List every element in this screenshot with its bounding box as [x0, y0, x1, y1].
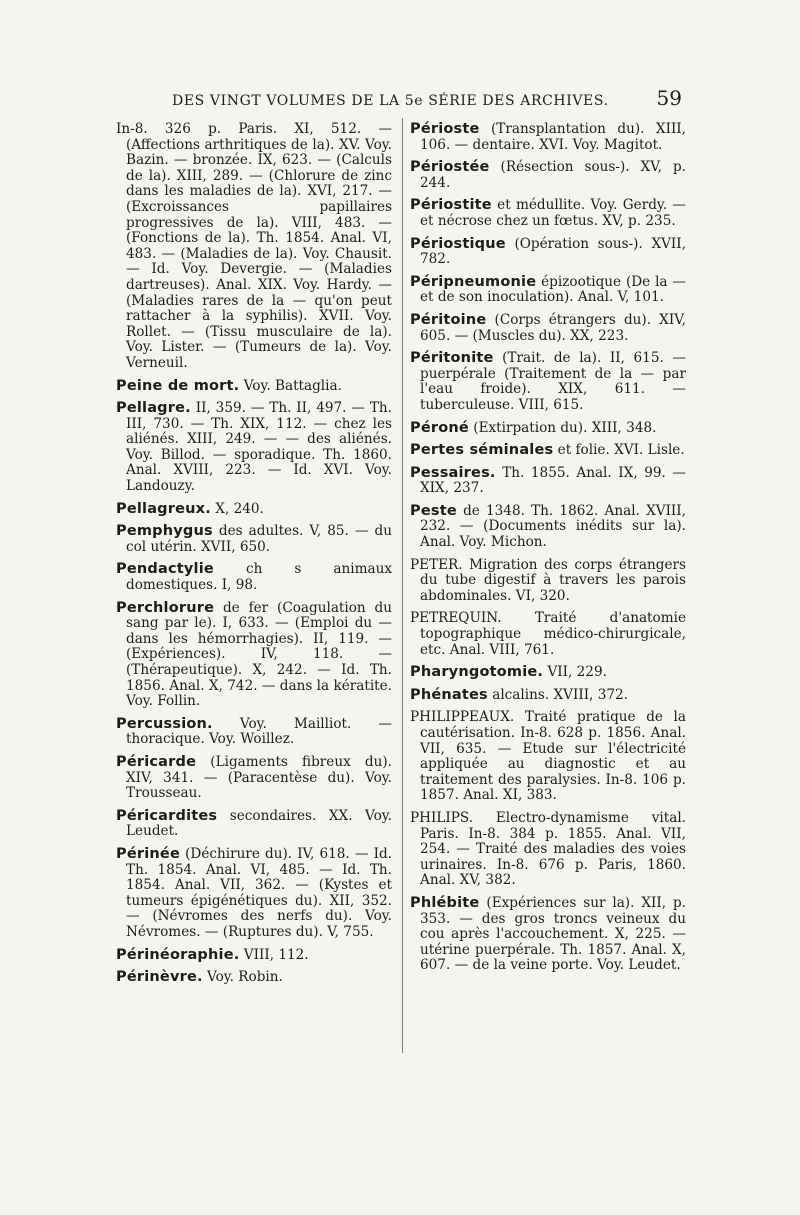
entry-text: de fer (Coagulation du sang par le). I, 633. — (Emploi du — dans les hémorrhagies). II, 119. — (Expériences). IV, 118. — (Thérapeutique). X, 242. — Id. Th. 1856. Anal. X, 742. — dans la kératite. Voy. Follin.	[126, 599, 392, 710]
entry-text: II, 359. — Th. II, 497. — Th. III, 730. — Th. XIX, 112. — chez les aliénés. XIII, 249. — — des aliénés. Voy. Billod. — sporadique. Th. 1860. Anal. XVIII, 223. — Id. XVI. Voy. Landouzy.	[126, 400, 392, 495]
entry-text: (Transplantation du). XIII, 106. — dentaire. XVI. Voy. Magitot.	[420, 121, 687, 153]
entry-text: PETREQUIN. Traité d'anatomie topographique médico-chirurgicale, etc. Anal. VIII, 761.	[410, 610, 686, 658]
entry-headword: Périostée	[410, 159, 490, 176]
entry-headword: Péricarde	[116, 753, 197, 770]
entry-text: des adultes. V, 85. — du col utérin. XVII, 650.	[126, 523, 392, 555]
entry-text: (Expériences sur la). XII, p. 353. — des gros troncs veineux du cou après l'accouchement. X, 225. — utérine puerpérale. Th. 1857. Anal. X, 607. — de la veine porte. Voy. Leudet.	[420, 894, 686, 974]
index-entry	[410, 504, 686, 551]
running-head	[172, 86, 682, 110]
index-entry	[116, 809, 392, 840]
running-title: DES VINGT VOLUMES DE LA 5e SÉRIE DES ARCHIVES.	[172, 93, 609, 109]
entry-text: (Déchirure du). IV, 618. — Id. Th. 1854. Anal. VI, 485. — Id. Th. 1854. Anal. VII, 362. — (Kystes et tumeurs épigénétiques du). XII, 352. — (Névromes des nerfs du). Voy. Névromes. — (Ruptures du). V, 755.	[126, 845, 392, 940]
entry-text: VII, 229.	[547, 664, 607, 681]
entry-headword: Péritonite	[410, 350, 494, 367]
index-entry	[116, 122, 392, 372]
index-entry	[116, 717, 392, 748]
index-entry	[410, 688, 686, 704]
entry-text: (Ligaments fibreux du). XIV, 341. — (Paracentèse du). Voy. Trousseau.	[126, 753, 392, 802]
index-entry	[410, 237, 686, 268]
entry-text: PHILIPS. Electro-dynamisme vital. Paris. In-8. 384 p. 1855. Anal. VII, 254. — Traité des maladies des voies urinaires. In-8. 676 p. Paris, 1860. Anal. XV, 382.	[410, 809, 686, 889]
entry-headword: Pellagreux.	[116, 500, 211, 517]
entry-headword: Péricardites	[116, 807, 218, 824]
index-entry	[410, 466, 686, 497]
entry-headword: Pendactylie	[116, 561, 214, 578]
entry-text: (Extirpation du). XIII, 348.	[473, 419, 657, 436]
entry-text: PETER. Migration des corps étrangers du tube digestif à travers les parois abdominales. VI, 320.	[410, 556, 686, 604]
entry-text: VIII, 112.	[243, 946, 309, 963]
entry-headword: Percussion.	[116, 715, 213, 732]
entry-headword: Pellagre.	[116, 400, 191, 417]
entry-text: Voy. Mailliot. — thoracique. Voy. Woillez.	[126, 715, 392, 748]
index-entry	[410, 558, 686, 605]
entry-headword: Périnée	[116, 845, 180, 862]
entry-text: (Trait. de la). II, 615. — puerpérale (Traitement de la — par l'eau froide). XIX, 611. — tuberculeuse. VIII, 615.	[420, 350, 686, 413]
entry-text: Th. 1855. Anal. IX, 99. — XIX, 237.	[420, 464, 687, 497]
index-entry	[410, 811, 686, 889]
index-entry	[116, 755, 392, 802]
entry-headword: Périnéoraphie.	[116, 946, 240, 963]
entry-text: Voy. Robin.	[207, 969, 283, 986]
entry-text: et médullite. Voy. Gerdy. — et nécrose chez un fœtus. XV, p. 235.	[420, 197, 686, 229]
index-entry	[410, 198, 686, 229]
index-entry	[410, 710, 686, 804]
entry-headword: Perchlorure	[116, 599, 215, 616]
index-entry	[410, 275, 686, 306]
entry-headword: Péroné	[410, 419, 469, 436]
entry-text: X, 240.	[215, 500, 264, 517]
index-entry	[116, 401, 392, 495]
entry-headword: Peine de mort.	[116, 377, 240, 394]
index-entry	[410, 351, 686, 413]
entry-headword: Pharyngotomie.	[410, 664, 544, 681]
entry-text: alcalins. XVIII, 372.	[492, 686, 628, 703]
index-entry	[116, 970, 392, 986]
column-divider	[402, 118, 403, 1053]
entry-text: (Résection sous-). XV, p. 244.	[420, 159, 686, 191]
entry-headword: Péripneumonie	[410, 273, 537, 290]
index-entry	[116, 948, 392, 964]
index-entry	[116, 562, 392, 593]
entry-headword: Pessaires.	[410, 464, 496, 481]
entry-text: de 1348. Th. 1862. Anal. XVIII, 232. — (Documents inédits sur la). Anal. Voy. Michon.	[420, 502, 686, 551]
entry-headword: Périnèvre.	[116, 969, 203, 986]
entry-text: PHILIPPEAUX. Traité pratique de la cautérisation. In-8. 628 p. 1856. Anal. VII, 635. — Etude sur l'électricité appliquée au diagnostic et au traitement des paralysies. In-8. 106 p. 1857. Anal. XI, 383.	[410, 709, 686, 804]
entry-headword: Périostique	[410, 235, 506, 252]
entry-text: épizootique (De la — et de son inoculation). Anal. V, 101.	[420, 273, 686, 306]
index-entry	[116, 601, 392, 710]
index-entry	[410, 122, 686, 153]
entry-text: (Corps étrangers du). XIV, 605. — (Muscles du). XX, 223.	[420, 311, 686, 344]
entry-headword: Peste	[410, 502, 457, 519]
entry-text: In-8. 326 p. Paris. XI, 512. — (Affections arthritiques de la). XV. Voy. Bazin. — bronzée. IX, 623. — (Calculs de la). XIII, 289. — (Chlorure de zinc dans les maladies de la). XVI, 217. — (Excroissances papillaires progressives de la). VIII, 483. — (Fonctions de la). Th. 1854. Anal. VI, 483. — (Maladies de la). Voy. Chausit. — Id. Voy. Devergie. — (Maladies dartreuses). Anal. XIX. Voy. Hardy. — (Maladies rares de la — qu'on peut rattacher à la syphilis). XVII. Voy. Rollet. — (Tissu musculaire de la). Voy. Lister. — (Tumeurs de la). Voy. Verneuil.	[116, 121, 392, 371]
index-entry	[410, 421, 686, 437]
index-entry	[410, 896, 686, 974]
entry-text: ch s animaux domestiques. I, 98.	[126, 561, 392, 594]
entry-headword: Périoste	[410, 121, 480, 137]
entry-headword: Périostite	[410, 197, 492, 214]
entry-headword: Phénates	[410, 686, 488, 703]
index-entry	[116, 379, 392, 395]
entry-text: et folie. XVI. Lisle.	[557, 442, 685, 459]
index-entry	[410, 160, 686, 191]
index-entry	[410, 611, 686, 658]
index-entry	[410, 665, 686, 681]
entry-text: (Opération sous-). XVII, 782.	[420, 235, 686, 268]
left-column	[116, 122, 392, 993]
index-entry	[116, 502, 392, 518]
entry-text: Voy. Battaglia.	[243, 377, 342, 394]
index-entry	[410, 313, 686, 344]
page-number: 59	[656, 86, 682, 110]
index-entry	[116, 847, 392, 941]
entry-text: secondaires. XX. Voy. Leudet.	[126, 807, 392, 840]
entry-headword: Pemphygus	[116, 523, 213, 540]
index-entry	[116, 524, 392, 555]
index-entry	[410, 443, 686, 459]
entry-headword: Phlébite	[410, 894, 480, 911]
right-column	[410, 122, 686, 981]
entry-headword: Péritoine	[410, 311, 487, 328]
entry-headword: Pertes séminales	[410, 442, 554, 459]
